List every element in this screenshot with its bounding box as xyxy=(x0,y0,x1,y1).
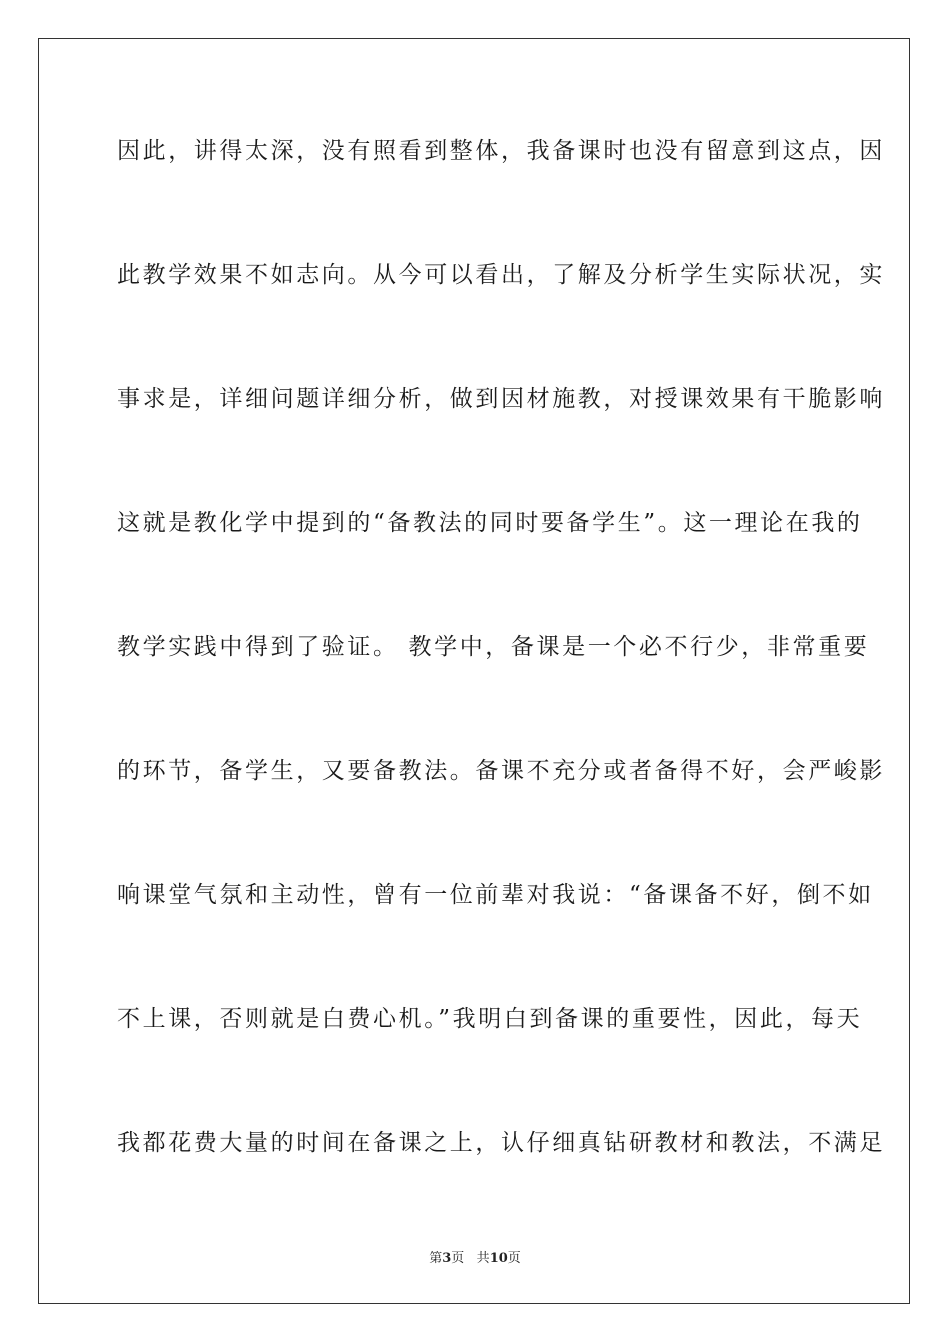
body-line-1: 因此，讲得太深，没有照看到整体，我备课时也没有留意到这点，因 xyxy=(117,138,885,164)
page-prefix: 第 xyxy=(429,1251,443,1266)
body-line-8: 不上课，否则就是白费心机。”我明白到备课的重要性，因此，每天 xyxy=(117,1006,863,1032)
body-line-4: 这就是教化学中提到的“备教法的同时要备学生”。这一理论在我的 xyxy=(117,510,863,536)
total-suffix: 页 xyxy=(507,1251,521,1266)
body-line-5: 教学实践中得到了验证。 教学中，备课是一个必不行少，非常重要 xyxy=(117,634,870,660)
total-prefix: 共 xyxy=(476,1251,490,1266)
page-footer xyxy=(0,1250,950,1268)
body-line-6: 的环节，备学生，又要备教法。备课不充分或者备得不好，会严峻影 xyxy=(117,758,885,784)
page-border xyxy=(38,38,910,1304)
total-pages: 10 xyxy=(489,1251,508,1266)
body-line-3: 事求是，详细问题详细分析，做到因材施教，对授课效果有干脆影响 xyxy=(117,386,885,412)
body-line-2: 此教学效果不如志向。从今可以看出，了解及分析学生实际状况，实 xyxy=(117,262,885,288)
page-suffix: 页 xyxy=(451,1251,465,1266)
page-number: 3 xyxy=(442,1251,452,1266)
body-line-7: 响课堂气氛和主动性，曾有一位前辈对我说：“备课备不好，倒不如 xyxy=(117,882,874,908)
body-line-9: 我都花费大量的时间在备课之上，认仔细真钻研教材和教法，不满足 xyxy=(117,1130,885,1156)
